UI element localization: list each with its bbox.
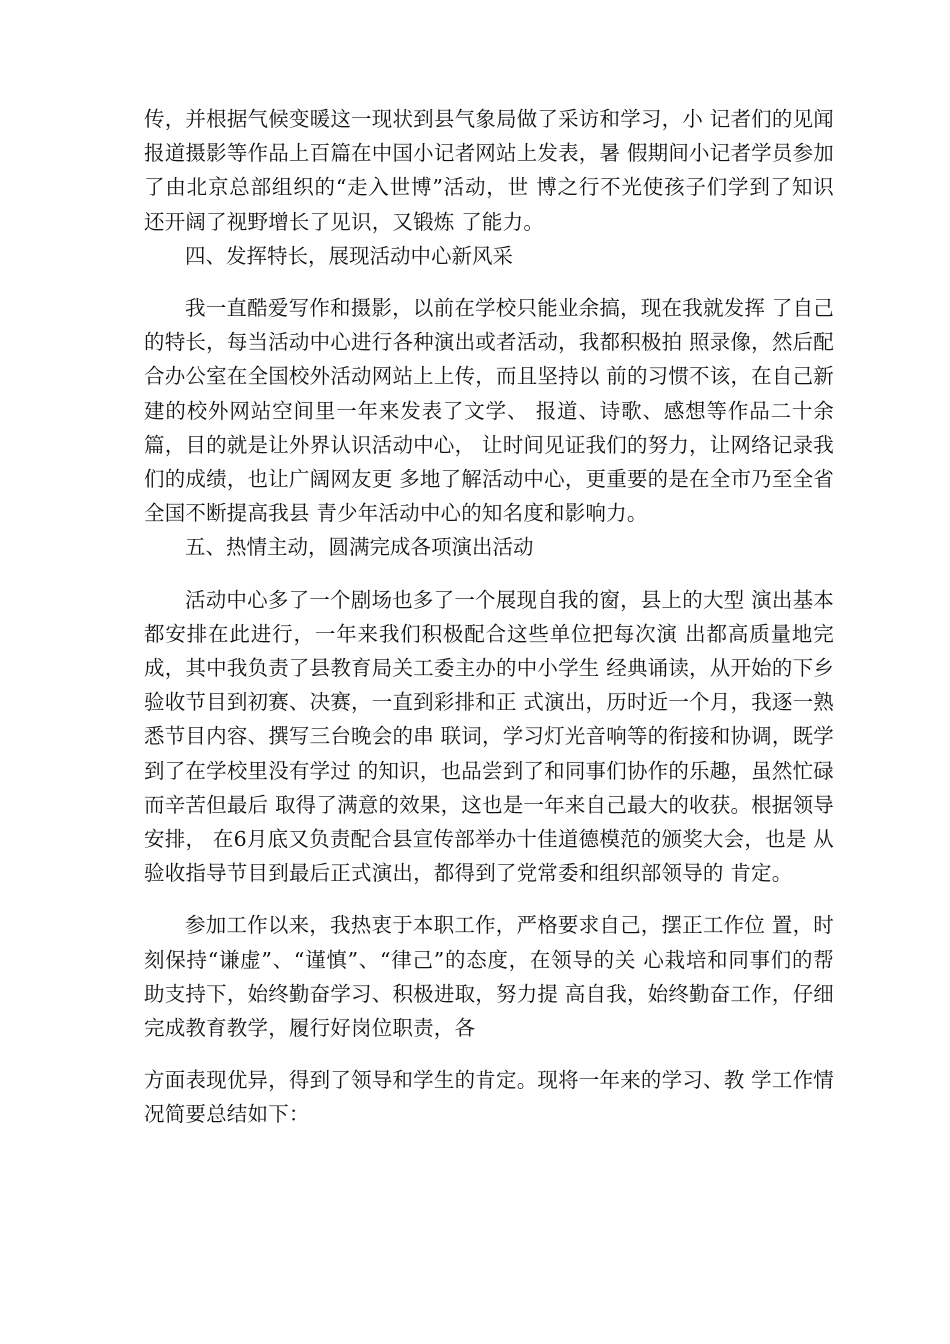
paragraph-writing-photography: 我一直酷爱写作和摄影，以前在学校只能业余搞，现在我就发挥 了自己的特长，每当活动中心进行各种演出或者活动，我都积极拍 照录像，然后配合办公室在全国校外活动网站上上传，而且坚持以 前的习惯不该，在自己新建的校外网站空间里一年来发表了文学、 报道、诗歌、感想等作品二十余篇，目的就是让外界认识活动中心， 让时间见证我们的努力，让网络记录我们的成绩，也让广阔网友更 多地了解活动中心，更重要的是在全市乃至全省全国不断提高我县 青少年活动中心的知名度和影响力。 xyxy=(144,296,834,526)
section-heading-4: 四、发挥特长，展现活动中心新风采 xyxy=(185,243,513,268)
document-page xyxy=(144,102,834,1132)
paragraph-performances: 活动中心多了一个剧场也多了一个展现自我的窗，县上的大型 演出基本都安排在此进行，一年来我们积极配合这些单位把每次演 出都高质量地完成，其中我负责了县教育局关工委主办的中小学生 经典诵读，从开始的下乡验收节目到初赛、决赛，一直到彩排和正 式演出，历时近一个月，我逐一熟悉节目内容、撰写三台晚会的串 联词，学习灯光音响等的衔接和协调，既学到了在学校里没有学过 的知识，也品尝到了和同事们协作的乐趣，虽然忙碌而辛苦但最后 取得了满意的效果，这也是一年来自己最大的收获。根据领导安排， 在6月底又负责配合县宣传部举办十佳道德模范的颁奖大会，也是 从验收指导节目到最后正式演出，都得到了党常委和组织部领导的 肯定。 xyxy=(144,587,834,886)
section-heading-5: 五、热情主动，圆满完成各项演出活动 xyxy=(185,535,534,560)
paragraph-continuation: 传，并根据气候变暖这一现状到县气象局做了采访和学习，小 记者们的见闻报道摄影等作品上百篇在中国小记者网站上发表，暑 假期间小记者学员参加了由北京总部组织的“走入世博”活动，世 博之行不光使孩子们学到了知识还开阔了视野增长了见识，又锻炼 了能力。 xyxy=(144,107,834,234)
paragraph-summary-intro: 方面表现优异，得到了领导和学生的肯定。现将一年来的学习、教 学工作情况简要总结如下： xyxy=(144,1068,834,1127)
paragraph-work-attitude: 参加工作以来，我热衷于本职工作，严格要求自己，摆正工作位 置，时刻保持“谦虚”、“谨慎”、“律己”的态度，在领导的关 心栽培和同事们的帮助支持下，始终勤奋学习、积极进取，努力提 高自我，始终勤奋工作，仔细完成教育教学，履行好岗位职责，各 xyxy=(144,913,834,1041)
